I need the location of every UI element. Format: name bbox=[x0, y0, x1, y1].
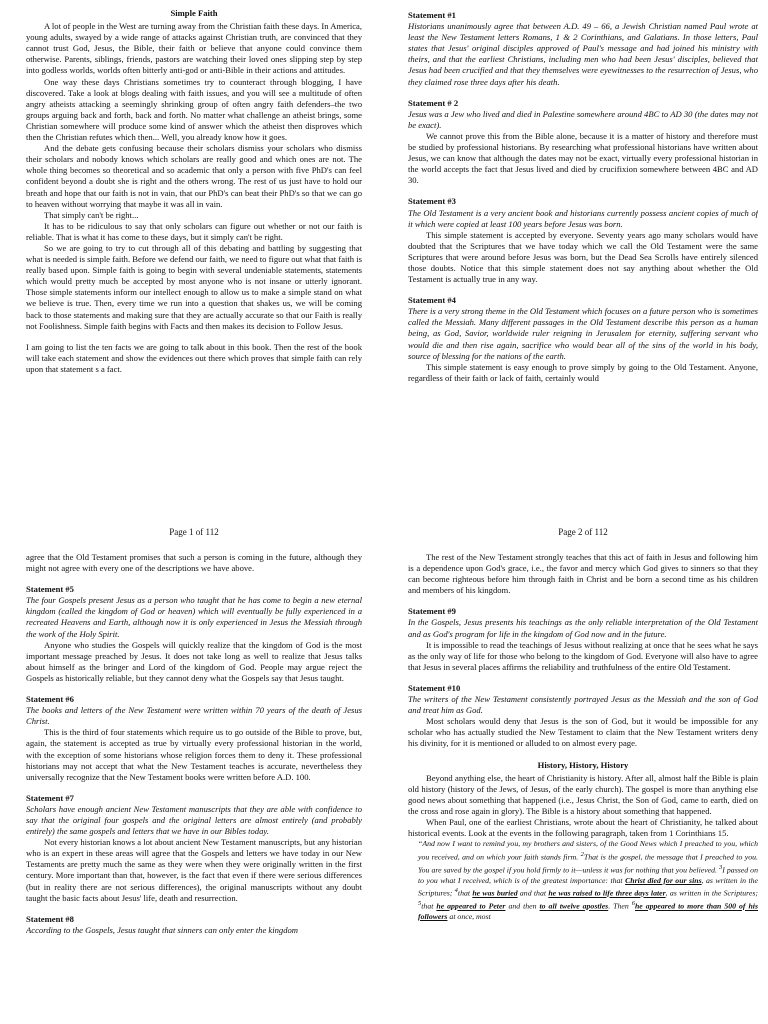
statement-text: Scholars have enough ancient New Testament manuscripts that they are able with confidence to say that the original four gospels and the original letters are almost entirely (and probably entirely) the same gospels and letters that we have in our Bibles today. bbox=[26, 803, 362, 837]
paragraph: I am going to list the ten facts we are going to talk about in this book. Then the rest of the book will take each statement and show the evidences out there which proves that simple faith can rely upon that statement s a fact. bbox=[26, 341, 362, 374]
statement-heading: Statement #8 bbox=[26, 913, 74, 924]
quote-text: at once, most bbox=[447, 911, 491, 921]
page-1 bbox=[26, 8, 362, 540]
statement-text: In the Gospels, Jesus presents his teachings as the only reliable interpretation of the Old Testament and as God's program for life in the kingdom of God now and in the future. bbox=[408, 617, 758, 639]
scripture-quote bbox=[418, 839, 758, 922]
section-title: History, History, History bbox=[537, 759, 629, 770]
statement-body: It is impossible to read the teachings of Jesus without realizing at once that he sees what he says as the only way of life for those who belong to the kingdom of God. Everyone will also have to agree that Jesus in several places affirms the reliability and truthfulness of the entire Old Testament. bbox=[408, 639, 758, 672]
statement-text: The books and letters of the New Testament were written within 70 years of the death of Jesus Christ. bbox=[26, 705, 362, 727]
statement-text: The writers of the New Testament consistently portrayed Jesus as the Messiah and the son of God and treat him as God. bbox=[408, 694, 758, 716]
statement-heading: Statement #7 bbox=[26, 792, 74, 803]
paragraph: So we are going to try to cut through all of this debating and battling by suggesting that what is needed is simple faith. Before we defend our faith, we need to figure out what that faith is really based upon. Simple faith is going to begin with several undeniable statements, statements which would pretty much be accepted by most anyone who is not insane or utterly ignorant. Those simple statements inform our intellect enough to allow us to make a simple stand on what we believe is true. Then, every time we run into a question that shakes us, we will be coming back to those statements and making sure that they are actually accurate so that our Faith is really not Foolishness. Simple faith begins with Facts and then makes its decision to Follow Jesus. bbox=[26, 242, 362, 331]
quote-emphasis: Christ died for our sins bbox=[625, 875, 702, 885]
paragraph: One way these days Christians sometimes try to counteract through blogging, I have discovered. Take a look at blogs dealing with faith issues, and you will see a multitude of often angry atheists attacking a seemingly shrinking group of often angry faith defenders–the two groups arguing back and forth, back and forth. No matter what challenge an atheist brings, some Christian somewhere will produce some kind of answer which the atheist then disproves which then the Christian refutes which then... Well, you already know how it goes. bbox=[26, 76, 362, 143]
verse-number: 5 bbox=[418, 899, 422, 907]
quote-text: I passed on to you what I received, which is of the greatest importance: that bbox=[418, 865, 758, 885]
statement-body: This simple statement is accepted by everyone. Seventy years ago many scholars would have doubted that the Scriptures that we have today which we call the Old Testament were the same Scriptures that were around before Jesus was born, but the Dead Sea Scrolls have entirely silenced those doubts. Notice that this simple statement does not say anything about whether the Old Testament is actually true in any way. bbox=[408, 229, 758, 285]
page-number: Page 2 of 112 bbox=[558, 526, 608, 537]
statement-heading: Statement #1 bbox=[408, 10, 456, 20]
quote-text: . Then bbox=[608, 901, 632, 911]
paragraph: agree that the Old Testament promises that such a person is coming in the future, although they might not agree with every one of the descriptions we have above. bbox=[26, 552, 362, 574]
quote-text: , as written in the Scriptures; bbox=[418, 875, 758, 898]
quote-text: and then bbox=[505, 901, 540, 911]
quote-text: and that bbox=[517, 888, 549, 898]
statement-body: This is the third of four statements which require us to go outside of the Bible to prove, but, again, the statement is accepted as true by virtually every professional historian in the world, with the exception of some historians whose religion forces them to deny it. These professional historians may not accept that what the New Testament teaches is accurate, nevertheless they universally recognize that the New Testament books were written before A.D. 100. bbox=[26, 727, 362, 782]
paragraph: And the debate gets confusing because their scholars dismiss your scholars who dismiss their scholars and nobody knows which scholars are really good and which ones are not. The whole thing becomes so theoretical and so academic that only a person with five PhD's can feel confident beyond a doubt she is right and the others wrong. The rest of us just have to hold our breath and hope that our faith is not in vain, that our PhD's can beat their PhD's so that we can go to heaven without worrying that maybe it was all in vain. bbox=[26, 143, 362, 209]
statement-text: There is a very strong theme in the Old Testament which focuses on a future person who is sometimes called the Messiah. Many different passages in the Old Testament describe this person as a human being, as God, Savior, worldwide ruler reigning in Jerusalem for eternity, suffering servant who would die and then rise again, sacrifice who would bear all of the sins of the world in his body, source of blessing for the nations of the earth. bbox=[408, 306, 758, 361]
paragraph: A lot of people in the West are turning away from the Christian faith these days. In America, young adults, swayed by a wide range of attacks against Christian truth, are convinced that they cannot trust God, Jesus, the Bible, their faith or believe that anyone could convince them otherwise. Parents, siblings, friends, pastors are watching their loved ones slipping step by step into godless worlds, worlds often bitterly anti-god or anti-Bible in their actions and attitudes. bbox=[26, 21, 362, 76]
quote-text: that bbox=[457, 888, 473, 898]
paragraph: Beyond anything else, the heart of Christianity is history. After all, almost half the Bible is plain old history (history of the Jews, of Jesus, of the early church). The gospel is more than anything else good news about something that happened (i.e., Jesus Christ, the Son of God, came to earth, died on the cross and rose again in glory). The Bible is a history about something that happened. bbox=[408, 772, 758, 816]
paragraph: It has to be ridiculous to say that only scholars can figure out whether or not our faith is reliable. That is what it has come to these days, but it simply can't be right. bbox=[26, 220, 362, 242]
quote-text: that bbox=[421, 901, 437, 911]
verse-number: 3 bbox=[719, 863, 723, 871]
quote-emphasis: he was raised to life three days later bbox=[548, 888, 666, 898]
statement-heading: Statement #3 bbox=[408, 196, 456, 207]
statement-text: According to the Gospels, Jesus taught that sinners can only enter the kingdom bbox=[26, 924, 299, 935]
statement-heading: Statement #10 bbox=[408, 682, 461, 693]
statement-body: Most scholars would deny that Jesus is the son of God, but it would be impossible for any scholar who has actually studied the New Testament to claim that the New Testament writers deny his divinity, for it is mentioned or alluded to on almost every page. bbox=[408, 716, 758, 749]
verse-number: 2 bbox=[580, 850, 584, 858]
paragraph: That simply can't be right... bbox=[44, 209, 139, 220]
statement-heading: Statement # 2 bbox=[408, 97, 459, 108]
paragraph: The rest of the New Testament strongly teaches that this act of faith in Jesus and following him is a dependence upon God's grace, i.e., the favor and mercy which God gives to sinners so that they can become righteous before him through faith in Christ and be born a second time as his children and members of his kingdom. bbox=[408, 552, 758, 596]
page-number: Page 1 of 112 bbox=[169, 526, 219, 537]
quote-text: That is the gospel, the message that I preached to you. You are saved by the gospel if you hold firmly to it—unless it was for nothing that you believed. bbox=[418, 852, 758, 875]
statement-text: The four Gospels present Jesus as a person who taught that he has come to begin a new eternal kingdom (called the kingdom of God or heaven) which will eventually be fully experienced in a recreated Heavens and Earth, although now it is only experienced in Jesus the Messiah through the work of the Holy Spirit. bbox=[26, 595, 362, 639]
statement-body: This simple statement is easy enough to prove simply by going to the Old Testament. Anyone, regardless of their faith or lack of faith, certainly would bbox=[408, 361, 758, 383]
statement-text: Historians unanimously agree that between A.D. 49 – 66, a Jewish Christian named Paul wrote at least the New Testament letters Romans, 1 & 2 Corinthians, and Galatians. In those letters, Paul states that Jesus' original disciples approved of Paul's message and had joined his ministry with theirs, and that the earliest Christians, including men who had been Jesus' disciples, believed that Jesus had been crucified and that they themselves were eyewitnesses to the resurrection of Jesus, who they claimed rose three days after his death. bbox=[408, 21, 758, 87]
page-4 bbox=[408, 552, 758, 1024]
verse-number: 6 bbox=[631, 899, 635, 907]
statement-body: Anyone who studies the Gospels will quickly realize that the kingdom of God is the most important message preached by Jesus. It does not take long as well to realize that Jesus talks about himself as the bringer and Lord of the kingdom of God. People may argue reject the Gospels as historically reliable, but they cannot deny what the Gospels say that Jesus taught. bbox=[26, 639, 362, 683]
page-3 bbox=[26, 552, 362, 1024]
quote-emphasis: to all twelve apostles bbox=[539, 901, 609, 911]
quote-text: “And now I want to remind you, my brothers and sisters, of the Good News which I preached to you, which you received, and on which your faith stands firm. bbox=[418, 839, 758, 862]
quote-emphasis: he was buried bbox=[472, 888, 518, 898]
statement-heading: Statement #6 bbox=[26, 694, 74, 705]
page-2 bbox=[408, 8, 758, 540]
statement-body: We cannot prove this from the Bible alone, because it is a matter of history and therefore must be studied by professional historians. By researching what professional historians have written about Jesus, we can know that although the dates may not be exact, virtually every professional historian in the world accepts the fact that Jesus lived and died by crucifixion somewhere between 4BC and AD 30. bbox=[408, 130, 758, 186]
statement-text: The Old Testament is a very ancient book and historians currently possess ancient copies of much of it which were copied at least 100 years before Jesus was born. bbox=[408, 207, 758, 229]
quote-text: , as written in the Scriptures; bbox=[665, 888, 758, 898]
statement-heading: Statement #9 bbox=[408, 606, 456, 617]
document-title: Simple Faith bbox=[170, 8, 218, 18]
statement-heading: Statement #5 bbox=[26, 584, 74, 595]
verse-number: 4 bbox=[454, 886, 458, 894]
statement-body: Not every historian knows a lot about ancient New Testament manuscripts, but any historian who is an expert in these areas will agree that the Gospels and letters we have today in our New Testaments are pretty much the same as they were when they were originally written in the first century. More important than that, however, is the fact that even if there were serious differences (but in reality there are not serious differences), the original manuscripts without any doubt taught the basic facts about Jesus' life, death and resurrection. bbox=[26, 837, 362, 903]
paragraph: When Paul, one of the earliest Christians, wrote about the heart of Christianity, he talked about historical events. Look at the events in the following paragraph, taken from 1 Corinthians 15. bbox=[408, 816, 758, 839]
quote-emphasis: he appeared to Peter bbox=[436, 901, 506, 911]
quote-emphasis: he appeared to more than 500 of his followers bbox=[418, 901, 758, 921]
statement-text: Jesus was a Jew who lived and died in Palestine somewhere around 4BC to AD 30 (the dates may not be exact). bbox=[408, 108, 758, 130]
statement-heading: Statement #4 bbox=[408, 295, 456, 306]
